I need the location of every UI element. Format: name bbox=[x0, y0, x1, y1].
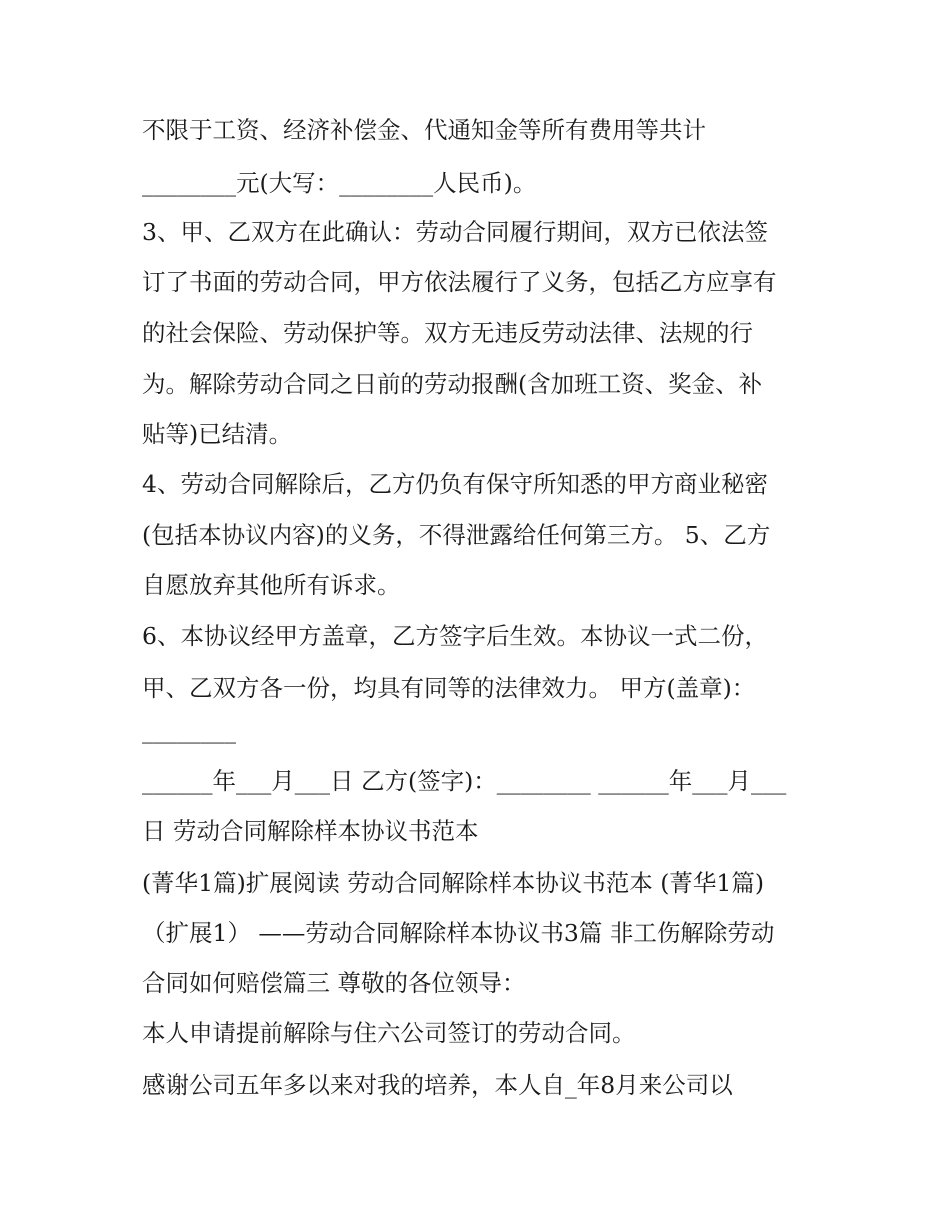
text-line: (菁华1篇)扩展阅读 劳动合同解除样本协议书范本 (菁华1篇) bbox=[142, 869, 765, 897]
text-line: (包括本协议内容)的义务，不得泄露给任何第三方。 5、乙方 bbox=[142, 521, 771, 549]
text-line: ______年___月___日 乙方(签字)：________ ______年___月___ bbox=[142, 767, 787, 795]
text-line: （扩展1） ——劳动合同解除样本协议书3篇 非工伤解除劳动 bbox=[142, 919, 775, 947]
text-line: 贴等)已结清。 bbox=[142, 420, 293, 448]
text-line: 不限于工资、经济补偿金、代通知金等所有费用等共计 bbox=[142, 116, 706, 144]
text-line: 为。解除劳动合同之日前的劳动报酬(含加班工资、奖金、补 bbox=[142, 370, 763, 398]
text-line: 订了书面的劳动合同，甲方依法履行了义务，包括乙方应享有 bbox=[142, 268, 777, 296]
text-line: 甲、乙双方各一份，均具有同等的法律效力。 甲方(盖章)： bbox=[142, 674, 756, 702]
text-line: 日 劳动合同解除样本协议书范本 bbox=[142, 817, 479, 845]
text-line: 3、甲、乙双方在此确认：劳动合同履行期间，双方已依法签 bbox=[142, 218, 768, 246]
text-line: 4、劳动合同解除后，乙方仍负有保守所知悉的甲方商业秘密 bbox=[142, 470, 768, 498]
text-line: 6、本协议经甲方盖章，乙方签字后生效。本协议一式二份， bbox=[142, 622, 768, 650]
text-line: 合同如何赔偿篇三 尊敬的各位领导： bbox=[142, 969, 526, 997]
text-line: 感谢公司五年多以来对我的培养，本人自_年8月来公司以 bbox=[142, 1071, 733, 1099]
text-line: 自愿放弃其他所有诉求。 bbox=[142, 571, 401, 599]
text-line: 本人申请提前解除与住六公司签订的劳动合同。 bbox=[142, 1019, 636, 1047]
text-line: ________元(大写：________人民币)。 bbox=[142, 169, 537, 197]
signature-blank: ________ bbox=[142, 716, 236, 744]
text-line: 的社会保险、劳动保护等。双方无违反劳动法律、法规的行 bbox=[142, 319, 753, 347]
